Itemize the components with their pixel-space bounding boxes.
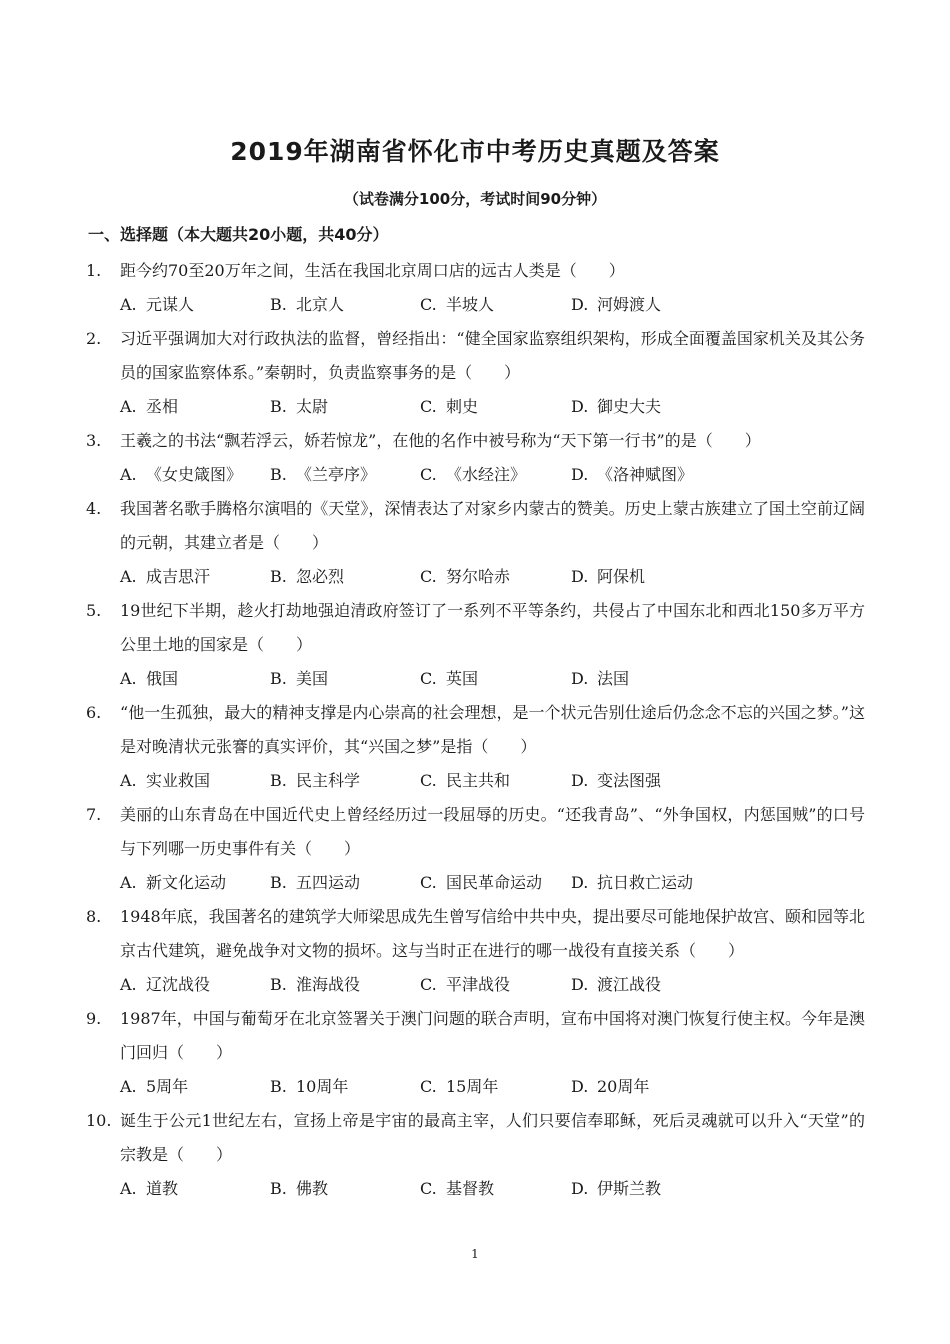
option-letter: C. [420,975,437,994]
option-letter: D. [571,1077,589,1096]
question-item [0,254,950,322]
option-text: 佛教 [296,1179,329,1198]
answer-option [120,866,226,900]
question-stem: “他一生孤独，最大的精神支撑是内心崇高的社会理想，是一个状元告别仕途后仍念念不忘的兴国之梦。”这是对晚清状元张謇的真实评价，其“兴国之梦”是指（ ） [120,703,865,756]
section-heading: 一、选择题（本大题共20小题，共40分） [88,225,389,244]
option-letter: A. [120,771,137,790]
question-stem: 距今约70至20万年之间，生活在我国北京周口店的远古人类是（ ） [120,261,625,280]
option-letter: C. [420,567,437,586]
answer-option [270,764,360,798]
answer-option [120,390,178,424]
option-text: 北京人 [296,295,345,314]
option-letter: A. [120,295,137,314]
option-letter: A. [120,567,137,586]
answer-option [420,968,510,1002]
option-letter: A. [120,975,137,994]
option-text: 法国 [597,669,630,688]
answer-option [571,1070,649,1104]
option-text: 俄国 [146,669,179,688]
option-letter: B. [270,295,287,314]
question-list [0,254,950,1206]
option-text: 10周年 [296,1077,349,1096]
option-text: 实业救国 [146,771,211,790]
answer-option [571,968,661,1002]
option-text: 20周年 [597,1077,650,1096]
answer-option [270,560,344,594]
answer-option [120,1172,178,1206]
question-number: 4. [86,499,102,518]
option-letter: D. [571,771,589,790]
answer-option [270,458,376,492]
option-row [120,458,950,492]
option-letter: C. [420,1179,437,1198]
question-number: 5. [86,601,102,620]
question-stem: 我国著名歌手腾格尔演唱的《天堂》，深情表达了对家乡内蒙古的赞美。历史上蒙古族建立了国土空前辽阔的元朝，其建立者是（ ） [120,499,865,552]
answer-option [571,764,661,798]
question-stem: 美丽的山东青岛在中国近代史上曾经经历过一段屈辱的历史。“还我青岛”、“外争国权，内惩国贼”的口号与下列哪一历史事件有关（ ） [120,805,865,858]
option-letter: B. [270,465,287,484]
option-letter: A. [120,397,137,416]
answer-option [120,662,178,696]
option-letter: C. [420,669,437,688]
answer-option [270,390,328,424]
page-title: 2019年湖南省怀化市中考历史真题及答案 [230,137,720,166]
option-letter: C. [420,771,437,790]
question-number: 6. [86,703,102,722]
option-text: 忽必烈 [296,567,345,586]
option-letter: B. [270,771,287,790]
option-text: 五四运动 [296,873,361,892]
option-letter: A. [120,1077,137,1096]
option-letter: D. [571,1179,589,1198]
option-letter: D. [571,669,589,688]
option-text: 变法图强 [597,771,662,790]
option-text: 成吉思汗 [146,567,211,586]
option-text: 5周年 [146,1077,189,1096]
option-text: 《水经注》 [446,465,527,484]
option-text: 努尔哈赤 [446,567,511,586]
option-row [120,968,950,1002]
option-row [120,288,950,322]
answer-option [571,560,645,594]
answer-option [420,662,478,696]
option-letter: A. [120,669,137,688]
question-stem: 19世纪下半期，趁火打劫地强迫清政府签订了一系列不平等条约，共侵占了中国东北和西北150多万平方公里土地的国家是（ ） [120,601,865,654]
question-number: 8. [86,907,102,926]
answer-option [571,390,661,424]
question-item [0,424,950,492]
question-number: 1. [86,261,102,280]
option-letter: D. [571,397,589,416]
option-text: 辽沈战役 [146,975,211,994]
question-number: 9. [86,1009,102,1028]
question-item [0,798,950,900]
option-letter: B. [270,397,287,416]
option-letter: A. [120,465,137,484]
option-row [120,662,950,696]
question-item [0,322,950,424]
question-stem: 王羲之的书法“飘若浮云，娇若惊龙”，在他的名作中被号称为“天下第一行书”的是（ ） [120,431,761,450]
option-text: 渡江战役 [597,975,662,994]
answer-option [270,288,344,322]
option-letter: C. [420,873,437,892]
option-text: 河姆渡人 [597,295,662,314]
option-letter: C. [420,295,437,314]
question-item [0,900,950,1002]
option-text: 淮海战役 [296,975,361,994]
answer-option [270,866,360,900]
answer-option [270,1172,328,1206]
option-text: 阿保机 [597,567,646,586]
question-stem: 诞生于公元1世纪左右，宣扬上帝是宇宙的最高主宰，人们只要信奉耶稣，死后灵魂就可以升入“天堂”的宗教是（ ） [120,1111,865,1164]
option-letter: B. [270,975,287,994]
option-letter: B. [270,669,287,688]
answer-option [420,458,526,492]
option-letter: B. [270,1179,287,1198]
page-number: 1 [471,1247,479,1261]
option-row [120,560,950,594]
option-letter: D. [571,295,589,314]
option-letter: D. [571,567,589,586]
exam-info: （试卷满分100分，考试时间90分钟） [343,190,607,208]
question-number: 10. [86,1111,112,1130]
option-row [120,764,950,798]
question-item [0,492,950,594]
answer-option [420,390,478,424]
option-text: 道教 [146,1179,179,1198]
option-text: 《洛神赋图》 [597,465,694,484]
answer-option [571,288,661,322]
option-letter: C. [420,465,437,484]
option-text: 新文化运动 [146,873,227,892]
option-letter: C. [420,1077,437,1096]
option-text: 刺史 [446,397,479,416]
option-letter: D. [571,975,589,994]
option-text: 半坡人 [446,295,495,314]
question-number: 7. [86,805,102,824]
option-text: 抗日救亡运动 [597,873,694,892]
option-letter: B. [270,567,287,586]
question-number: 2. [86,329,102,348]
answer-option [420,560,510,594]
option-text: 英国 [446,669,479,688]
answer-option [120,968,210,1002]
option-text: 元谋人 [146,295,195,314]
option-text: 太尉 [296,397,329,416]
answer-option [420,1070,498,1104]
answer-option [270,1070,348,1104]
question-stem: 习近平强调加大对行政执法的监督，曾经指出：“健全国家监察组织架构，形成全面覆盖国家机关及其公务员的国家监察体系。”秦朝时，负责监察事务的是（ ） [120,329,865,382]
answer-option [420,1172,494,1206]
question-item [0,1104,950,1206]
option-text: 国民革命运动 [446,873,543,892]
answer-option [120,764,210,798]
option-text: 《女史箴图》 [146,465,243,484]
question-number: 3. [86,431,102,450]
option-text: 丞相 [146,397,179,416]
answer-option [420,866,542,900]
option-letter: D. [571,465,589,484]
option-text: 美国 [296,669,329,688]
option-letter: C. [420,397,437,416]
answer-option [120,288,194,322]
option-letter: D. [571,873,589,892]
answer-option [120,1070,188,1104]
question-stem: 1948年底，我国著名的建筑学大师梁思成先生曾写信给中共中央，提出要尽可能地保护故宫、颐和园等北京古代建筑，避免战争对文物的损坏。这与当时正在进行的哪一战役有直接关系（ ） [120,907,865,960]
answer-option [270,662,328,696]
answer-option [420,764,510,798]
question-stem: 1987年，中国与葡萄牙在北京签署关于澳门问题的联合声明，宣布中国将对澳门恢复行使主权。今年是澳门回归（ ） [120,1009,865,1062]
answer-option [120,458,242,492]
option-text: 伊斯兰教 [597,1179,662,1198]
option-row [120,1172,950,1206]
option-text: 《兰亭序》 [296,465,377,484]
option-row [120,1070,950,1104]
option-row [120,390,950,424]
option-text: 平津战役 [446,975,511,994]
question-item [0,696,950,798]
option-letter: A. [120,1179,137,1198]
option-text: 基督教 [446,1179,495,1198]
option-text: 民主科学 [296,771,361,790]
option-text: 民主共和 [446,771,511,790]
option-text: 御史大夫 [597,397,662,416]
answer-option [571,866,693,900]
answer-option [571,662,629,696]
answer-option [571,458,693,492]
answer-option [571,1172,661,1206]
answer-option [120,560,210,594]
option-letter: A. [120,873,137,892]
answer-option [270,968,360,1002]
option-letter: B. [270,873,287,892]
question-item [0,594,950,696]
option-letter: B. [270,1077,287,1096]
question-item [0,1002,950,1104]
answer-option [420,288,494,322]
option-text: 15周年 [446,1077,499,1096]
option-row [120,866,950,900]
